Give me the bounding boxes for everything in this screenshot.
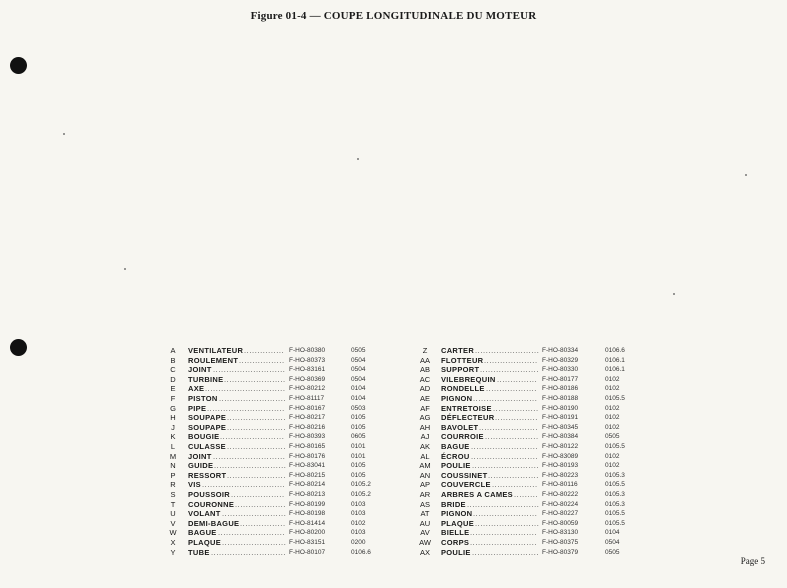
part-name: BOUGIE — [188, 432, 220, 442]
leader-dots: .................... — [484, 355, 538, 365]
part-name: PISTON — [188, 394, 218, 403]
part-reference: F-HO-83130 — [542, 529, 579, 537]
part-reference: F-HO-80384 — [542, 433, 579, 441]
leader-dots: ................ — [495, 413, 538, 423]
leader-dots: ......................... — [470, 538, 538, 547]
part-code: 0106.6 — [605, 347, 625, 354]
part-code: 0101 — [351, 443, 366, 450]
leader-dots: ......................... — [219, 394, 287, 403]
part-name: ARBRES A CAMES — [441, 490, 513, 499]
part-code: 0504 — [351, 366, 366, 374]
part-reference: F-HO-80217 — [289, 414, 326, 422]
part-reference: F-HO-80186 — [542, 385, 579, 393]
leader-dots: ........................... — [213, 451, 286, 461]
part-reference: F-HO-80375 — [542, 539, 579, 546]
leader-dots: ........................... — [214, 461, 287, 471]
parts-row — [0, 422, 620, 432]
leader-dots: ....................... — [224, 374, 286, 384]
parts-row — [0, 346, 625, 355]
part-name: GUIDE — [188, 461, 214, 471]
leader-dots: .............................. — [205, 384, 286, 394]
part-reference: F-HO-80330 — [542, 366, 579, 374]
part-letter: W — [169, 528, 177, 538]
part-code: 0105.3 — [605, 500, 625, 508]
part-reference: F-HO-80214 — [289, 481, 326, 489]
part-reference: F-HO-80379 — [542, 548, 579, 556]
leader-dots: ...................... — [480, 365, 540, 375]
part-letter: AF — [420, 403, 430, 413]
part-code: 0105.2 — [351, 491, 371, 498]
leader-dots: ............................. — [207, 403, 285, 413]
part-name: SUPPORT — [441, 365, 480, 375]
part-reference: F-HO-80191 — [542, 414, 579, 422]
part-name: POULIE — [441, 547, 471, 557]
leader-dots: ......................... — [470, 528, 538, 538]
leader-dots: ............... — [244, 346, 285, 355]
leader-dots: ........................... — [213, 365, 286, 375]
part-code: 0106.6 — [351, 548, 371, 556]
part-name: TUBE — [188, 547, 210, 557]
part-name: SOUPAPE — [188, 413, 227, 423]
parts-row — [0, 394, 625, 403]
part-reference: F-HO-81117 — [289, 395, 325, 402]
part-reference: F-HO-80216 — [289, 423, 326, 431]
part-name: DEMI-BAGUE — [188, 518, 240, 528]
leader-dots: ........................... — [467, 499, 540, 509]
part-letter: R — [170, 480, 176, 490]
part-code: 0503 — [351, 404, 366, 412]
part-name: FLOTTEUR — [441, 355, 484, 365]
leader-dots: ...................... — [227, 442, 287, 451]
part-letter: X — [170, 538, 176, 547]
part-letter: AD — [419, 384, 431, 394]
part-code: 0505 — [605, 433, 620, 441]
part-reference: F-HO-80345 — [542, 423, 579, 431]
part-code: 0103 — [351, 500, 366, 508]
part-letter: H — [170, 413, 176, 423]
part-name: BIELLE — [441, 528, 470, 538]
part-reference: F-HO-80167 — [289, 404, 326, 412]
part-letter: S — [170, 490, 176, 499]
part-reference: F-HO-80177 — [542, 375, 579, 383]
part-letter: J — [171, 422, 175, 432]
leader-dots: ......................... — [472, 461, 540, 471]
part-name: JOINT — [188, 451, 212, 461]
parts-row — [0, 451, 620, 461]
leader-dots: ........................ — [220, 432, 285, 442]
part-code: 0105.2 — [351, 481, 371, 489]
part-reference: F-HO-80213 — [289, 491, 326, 498]
part-code: 0103 — [351, 529, 366, 537]
leader-dots: ........................ — [473, 394, 538, 403]
part-code: 0106.1 — [605, 366, 625, 374]
scan-speck — [63, 133, 65, 135]
part-letter: L — [170, 442, 176, 451]
part-reference: F-HO-80223 — [542, 471, 579, 479]
part-reference: F-HO-80188 — [542, 395, 579, 402]
part-letter: M — [169, 451, 177, 461]
page-number: Page 5 — [740, 556, 765, 566]
leader-dots: ......................... — [472, 547, 540, 557]
part-letter: C — [170, 365, 176, 375]
part-reference: F-HO-80329 — [542, 356, 579, 364]
part-name: BAGUE — [441, 442, 470, 451]
part-name: VOLANT — [188, 509, 221, 519]
part-name: BAGUE — [188, 528, 217, 538]
part-reference: F-HO-80334 — [542, 347, 579, 354]
parts-row — [0, 432, 620, 442]
part-letter: AJ — [420, 432, 430, 442]
part-letter: A — [170, 346, 176, 355]
part-reference: F-HO-80190 — [542, 404, 579, 412]
leader-dots: ............................... — [202, 480, 286, 490]
parts-row — [0, 413, 620, 423]
part-reference: F-HO-80107 — [289, 548, 326, 556]
part-reference: F-HO-80380 — [289, 347, 326, 354]
part-letter: AA — [419, 355, 430, 365]
part-name: VIS — [188, 480, 201, 490]
part-code: 0104 — [605, 529, 620, 537]
part-letter: G — [170, 403, 176, 413]
parts-row — [0, 384, 620, 394]
binder-hole-top — [10, 57, 27, 74]
part-code: 0105.3 — [605, 471, 625, 479]
part-reference: F-HO-80369 — [289, 375, 326, 383]
part-code: 0504 — [351, 356, 366, 364]
part-name: CULASSE — [188, 442, 226, 451]
part-name: POULIE — [441, 461, 471, 471]
leader-dots: ................. — [239, 355, 285, 365]
part-reference: F-HO-80373 — [289, 356, 326, 364]
part-name: RONDELLE — [441, 384, 485, 394]
figure-title: Figure 01-4 — COUPE LONGITUDINALE DU MOTEUR — [250, 10, 537, 22]
leader-dots: ......................... — [471, 451, 539, 461]
part-name: PLAQUE — [188, 538, 222, 547]
leader-dots: ......................... — [471, 442, 539, 451]
part-code: 0104 — [351, 395, 366, 402]
part-reference: F-HO-80212 — [289, 385, 326, 393]
parts-row — [0, 470, 625, 480]
part-reference: F-HO-80059 — [542, 519, 579, 527]
part-code: 0102 — [605, 414, 620, 422]
part-name: BRIDE — [441, 499, 466, 509]
part-name: AXE — [188, 384, 205, 394]
part-letter: AT — [420, 509, 430, 519]
part-reference: F-HO-80116 — [542, 481, 578, 489]
part-name: CARTER — [441, 346, 475, 355]
scan-speck — [357, 158, 359, 160]
part-letter: AV — [420, 528, 430, 538]
part-code: 0102 — [605, 423, 620, 431]
part-name: PIGNON — [441, 509, 473, 519]
part-reference: F-HO-80165 — [289, 443, 326, 450]
part-letter: AC — [419, 374, 431, 384]
part-name: JOINT — [188, 365, 212, 375]
part-name: VENTILATEUR — [188, 346, 244, 355]
leader-dots: ................... — [486, 384, 537, 394]
parts-row — [0, 547, 620, 557]
leader-dots: .................... — [485, 432, 539, 442]
part-name: COUSSINET — [441, 470, 488, 480]
part-name: COURROIE — [441, 432, 484, 442]
part-name: RESSORT — [188, 470, 227, 480]
part-letter: AL — [420, 451, 430, 461]
part-letter: AU — [419, 518, 431, 528]
part-letter: Z — [422, 346, 428, 355]
part-code: 0106.1 — [605, 356, 625, 364]
part-reference: F-HO-80224 — [542, 500, 579, 508]
leader-dots: ........................ — [473, 509, 538, 519]
parts-row — [0, 509, 625, 519]
part-reference: F-HO-80193 — [542, 462, 579, 470]
part-name: BAVOLET — [441, 422, 479, 432]
parts-row — [0, 461, 620, 471]
parts-row — [0, 528, 620, 538]
part-reference: F-HO-80122 — [542, 443, 579, 450]
part-code: 0101 — [351, 452, 366, 460]
part-letter: AM — [419, 461, 431, 471]
part-letter: AN — [419, 470, 431, 480]
part-letter: T — [170, 499, 176, 509]
part-code: 0605 — [351, 433, 366, 441]
leader-dots: ............................ — [211, 547, 287, 557]
part-letter: AS — [419, 499, 430, 509]
leader-dots: ................. — [240, 518, 286, 528]
part-code: 0504 — [351, 375, 366, 383]
part-letter: E — [170, 384, 176, 394]
part-code: 0105.5 — [605, 510, 625, 518]
part-letter: U — [170, 509, 176, 519]
part-code: 0505 — [351, 347, 366, 354]
part-reference: F-HO-80227 — [542, 510, 579, 518]
part-code: 0102 — [351, 519, 366, 527]
leader-dots: ......................... — [218, 528, 286, 538]
part-code: 0105.5 — [605, 481, 625, 489]
part-name: VILEBREQUIN — [441, 374, 496, 384]
part-name: ENTRETOISE — [441, 403, 492, 413]
part-code: 0104 — [351, 385, 366, 393]
part-name: DÉFLECTEUR — [441, 413, 495, 423]
part-code: 0505 — [605, 548, 620, 556]
parts-row — [0, 374, 620, 384]
part-name: TURBINE — [188, 374, 224, 384]
part-name: CORPS — [441, 538, 470, 547]
parts-row — [0, 490, 625, 499]
parts-row — [0, 499, 625, 509]
part-code: 0105.3 — [605, 491, 625, 498]
leader-dots: ........................ — [222, 538, 287, 547]
part-name: ÉCROU — [441, 451, 470, 461]
part-letter: D — [170, 374, 176, 384]
part-reference: F-HO-80176 — [289, 452, 326, 460]
part-name: PIGNON — [441, 394, 473, 403]
part-reference: F-HO-80215 — [289, 471, 326, 479]
parts-row — [0, 538, 620, 547]
part-letter: AW — [419, 538, 431, 547]
leader-dots: .................... — [231, 490, 285, 499]
part-code: 0102 — [605, 385, 620, 393]
part-letter: AK — [419, 442, 430, 451]
part-letter: AX — [419, 547, 430, 557]
part-letter: AH — [419, 422, 431, 432]
part-reference: F-HO-81414 — [289, 519, 326, 527]
part-code: 0102 — [605, 462, 620, 470]
part-letter: AB — [419, 365, 430, 375]
part-reference: F-HO-80200 — [289, 529, 326, 537]
leader-dots: ...................... — [479, 422, 539, 432]
part-letter: N — [170, 461, 176, 471]
part-code: 0105.5 — [605, 443, 625, 450]
part-letter: B — [170, 355, 176, 365]
parts-row — [0, 403, 620, 413]
part-letter: F — [170, 394, 176, 403]
part-letter: AE — [419, 394, 430, 403]
parts-row — [0, 518, 625, 528]
part-letter: Y — [170, 547, 176, 557]
part-reference: F-HO-80393 — [289, 433, 326, 441]
part-reference: F-HO-83151 — [289, 539, 326, 546]
part-reference: F-HO-83161 — [289, 366, 326, 374]
leader-dots: ........................ — [475, 346, 540, 355]
part-name: SOUPAPE — [188, 422, 227, 432]
part-name: COUVERCLE — [441, 480, 491, 490]
leader-dots: ...................... — [227, 422, 287, 432]
part-code: 0102 — [605, 452, 620, 460]
leader-dots: ...................... — [227, 470, 287, 480]
leader-dots: ...................... — [227, 413, 287, 423]
leader-dots: ........................ — [222, 509, 287, 519]
part-code: 0103 — [351, 510, 366, 518]
leader-dots: ................. — [492, 480, 538, 490]
leader-dots: ................... — [235, 499, 286, 509]
part-reference: F-HO-80199 — [289, 500, 326, 508]
part-code: 0105.5 — [605, 395, 625, 402]
part-code: 0105.5 — [605, 519, 625, 527]
part-code: 0105 — [351, 414, 366, 422]
part-letter: AG — [419, 413, 431, 423]
part-name: POUSSOIR — [188, 490, 230, 499]
part-code: 0105 — [351, 471, 366, 479]
leader-dots: ............... — [497, 374, 538, 384]
leader-dots: ................... — [488, 470, 539, 480]
part-code: 0105 — [351, 423, 366, 431]
part-name: PLAQUE — [441, 518, 475, 528]
part-code: 0102 — [605, 375, 620, 383]
parts-row — [0, 442, 625, 451]
part-letter: P — [170, 470, 176, 480]
part-reference: F-HO-80222 — [542, 491, 579, 498]
part-letter: AR — [419, 490, 431, 499]
scan-speck — [124, 268, 126, 270]
scan-speck — [673, 293, 675, 295]
part-letter: AP — [419, 480, 430, 490]
part-letter: K — [170, 432, 176, 442]
part-name: PIPE — [188, 403, 207, 413]
parts-row — [0, 365, 625, 375]
leader-dots: ......... — [514, 490, 539, 499]
part-reference: F-HO-80198 — [289, 510, 326, 518]
part-letter: V — [170, 518, 176, 528]
part-name: ROULEMENT — [188, 355, 239, 365]
part-code: 0504 — [605, 539, 620, 546]
part-code: 0200 — [351, 539, 366, 546]
parts-row — [0, 355, 625, 365]
part-reference: F-HO-83041 — [289, 462, 326, 470]
part-code: 0102 — [605, 404, 620, 412]
scan-speck — [745, 174, 747, 176]
part-reference: F-HO-83089 — [542, 452, 579, 460]
part-code: 0105 — [351, 462, 366, 470]
leader-dots: ........................ — [475, 518, 540, 528]
part-name: COURONNE — [188, 499, 235, 509]
leader-dots: ................. — [493, 403, 539, 413]
parts-row — [0, 480, 625, 490]
